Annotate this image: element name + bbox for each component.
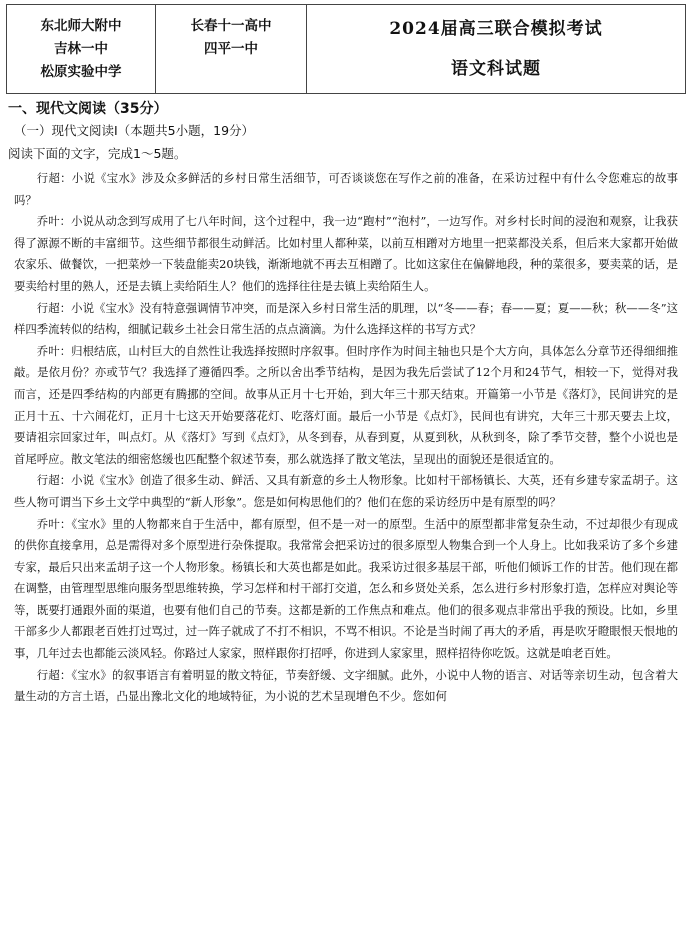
section-heading: 一、现代文阅读（35分） — [8, 101, 168, 117]
school-name: 东北师大附中 — [40, 17, 122, 34]
school-list-1 — [7, 5, 156, 94]
exam-header-table — [6, 4, 686, 94]
school-name: 松原实验中学 — [40, 63, 122, 80]
reading-instruction: 阅读下面的文字，完成1～5题。 — [8, 146, 187, 161]
article-paragraph: 乔叶：小说从动念到写成用了七八年时间，这个过程中，我一边“跑村”“泡村”，一边写作。对乡村长时间的浸泡和观察，让我获得了源源不断的丰富细节。这些细节都很生动鲜活。比如村里人都种菜，以前互相蹭对方地里一把菜都没关系，但后来大家都开始做农家乐、做餐饮，一把菜炒一下装盘能卖20块钱，渐渐地就不再去互相蹭了。比如这家住在偏僻地段，种的菜很多，要卖菜的话，是要卖给村里的熟人，还是去镇上卖给陌生人？他们的选择往往是去镇上卖给陌生人。 — [14, 214, 678, 293]
article-paragraph: 行超：小说《宝水》没有特意强调情节冲突，而是深入乡村日常生活的肌理，以“冬——春；春——夏；夏——秋；秋——冬”这样四季流转似的结构，细腻记载乡土社会日常生活的点点滴滴。为什么选择这样的书写方式？ — [14, 300, 678, 337]
article-paragraph: 行超：小说《宝水》创造了很多生动、鲜活、又具有新意的乡土人物形象。比如村干部杨镇长、大英，还有乡建专家孟胡子。这些人物可谓当下乡土文学中典型的“新人形象”。您是如何构思他们的？他们在您的采访经历中是有原型的吗？ — [14, 473, 678, 509]
article-paragraph: 行超：《宝水》的叙事语言有着明显的散文特征，节奏舒缓、文字细腻。此外，小说中人物的语言、对话等亲切生动，包含着大量生动的方言土语，凸显出豫北文化的地域特征，为小说的艺术呈现增色不少。您如何 — [14, 667, 678, 704]
article-paragraph: 行超：小说《宝水》涉及众多鲜活的乡村日常生活细节，可否谈谈您在写作之前的准备，在采访过程中有什么令您难忘的故事吗？ — [14, 171, 678, 207]
exam-title-cell — [307, 5, 686, 94]
exam-title: 2024届高三联合模拟考试 — [389, 19, 603, 39]
subsection-heading: （一）现代文阅读Ⅰ（本题共5小题，19分） — [14, 123, 255, 138]
school-name: 长春十一高中 — [190, 17, 272, 34]
school-name: 吉林一中 — [54, 40, 108, 57]
article-paragraph: 乔叶：《宝水》里的人物都来自于生活中，都有原型，但不是一对一的原型。生活中的原型都非常复杂生动，不过却很少有现成的供你直接拿用，总是需得对多个原型进行杂侏提取。我常常会把采访过的很多原型人物集合到一个人身上。比如我采访了多个乡建专家，最后只出来孟胡子这一个人物形象。杨镇长和大英也都是如此。我采访过很多基层干部，听他们倾诉工作的甘苦。他们现在都在调整，由管理型思维向服务型思维转换，学习怎样和村干部打交道，怎么和乡贤处关系，怎么进行乡村形象打造，怎样应对舆论等等，既要打通跟外面的渠道，也要有他们自己的节奏。这都是新的工作焦点和难点。他们的很多观点非常出乎我的预设。比如，乡里干部多少人都跟老百姓打过骂过，过一阵子就成了不打不相识，不骂不相识。不论是当时闹了再大的矛盾，再是吹牙瞪眼恨天恨地的事，几年过去也都能云淡风轻。你路过人家家，照样跟你打招呼，你进到人家家里，照样招待你吃饭。这就是咱老百姓。 — [14, 516, 678, 661]
article-paragraph: 乔叶：归根结底，山村巨大的自然性让我选择按照时序叙事。但时序作为时间主轴也只是个大方向，具体怎么分章节还得细细推敲。是依月份？亦或节气？我选择了遵循四季。之所以舍出季节结构，是因为我先后尝试了12个月和24节气，相较一下，觉得对我而言，还是四季结构的内部更有腾挪的空间。故事从正月十七开始，到大年三十那天结束。开篇第一小节是《落灯》，民间讲究的是正月十五、十六闹花灯，正月十七这天开始要落花灯、吃落灯面。最后一小节是《点灯》，民间也有讲究，大年三十那天要去上坟，要请祖宗回家过年，叫点灯。从《落灯》写到《点灯》，从冬到春，从春到夏，从夏到秋，从秋到冬，除了季节交替，整个小说也是首尾呼应。散文笔法的细密悠缓也匹配整个叙述节奏，那么就选择了散文笔法，呈现出的面貌还是很适宜的。 — [14, 343, 678, 466]
exam-subject: 语文科试题 — [451, 59, 541, 79]
interview-article — [14, 168, 678, 708]
school-name: 四平一中 — [204, 40, 258, 57]
school-list-2 — [156, 5, 307, 94]
